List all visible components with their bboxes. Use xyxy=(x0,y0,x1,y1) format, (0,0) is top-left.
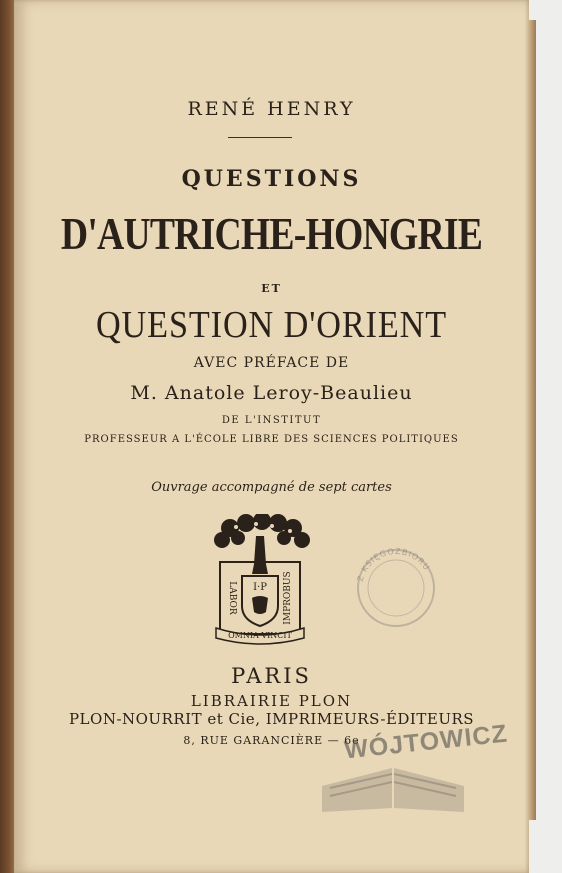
title-conjunction: ET xyxy=(261,282,282,295)
page-edge xyxy=(528,20,536,820)
preface-author-affiliation: DE L'INSTITUT xyxy=(221,415,322,426)
svg-text:Z KSIĘGOZBIORU xyxy=(356,547,432,583)
imprint-printer: PLON-NOURRIT et Cie, IMPRIMEURS-ÉDITEURS xyxy=(68,710,475,728)
author-name: RENÉ HENRY xyxy=(187,98,356,120)
publisher-emblem-icon xyxy=(206,514,314,646)
watermark-text: WÓJTOWICZ xyxy=(342,719,510,765)
emblem-motto-bottom: OMNIA VINCIT xyxy=(228,631,292,640)
title-line-1: QUESTIONS xyxy=(181,166,362,192)
preface-intro: AVEC PRÉFACE DE xyxy=(193,355,350,371)
emblem-motto-right: IMPROBUS xyxy=(283,571,293,625)
main-title: D'AUTRICHE-HONGRIE xyxy=(60,208,483,259)
divider-rule xyxy=(228,137,292,138)
imprint-address: 8, RUE GARANCIÈRE — 6e xyxy=(183,734,360,747)
imprint-publisher: LIBRAIRIE PLON xyxy=(190,692,353,710)
emblem-monogram: I·P xyxy=(253,582,267,593)
imprint-city: PARIS xyxy=(231,664,312,688)
secondary-title: QUESTION D'ORIENT xyxy=(95,304,448,346)
emblem-motto-left: LABOR xyxy=(227,581,237,615)
preface-author: M. Anatole Leroy-Beaulieu xyxy=(130,382,413,404)
stamp-text: Z KSIĘGOZBIORU xyxy=(355,546,432,583)
ownership-stamp-icon xyxy=(348,540,444,636)
edition-note: Ouvrage accompagné de sept cartes xyxy=(151,480,392,495)
preface-author-role: PROFESSEUR A L'ÉCOLE LIBRE DES SCIENCES POLITIQUES xyxy=(84,434,459,445)
